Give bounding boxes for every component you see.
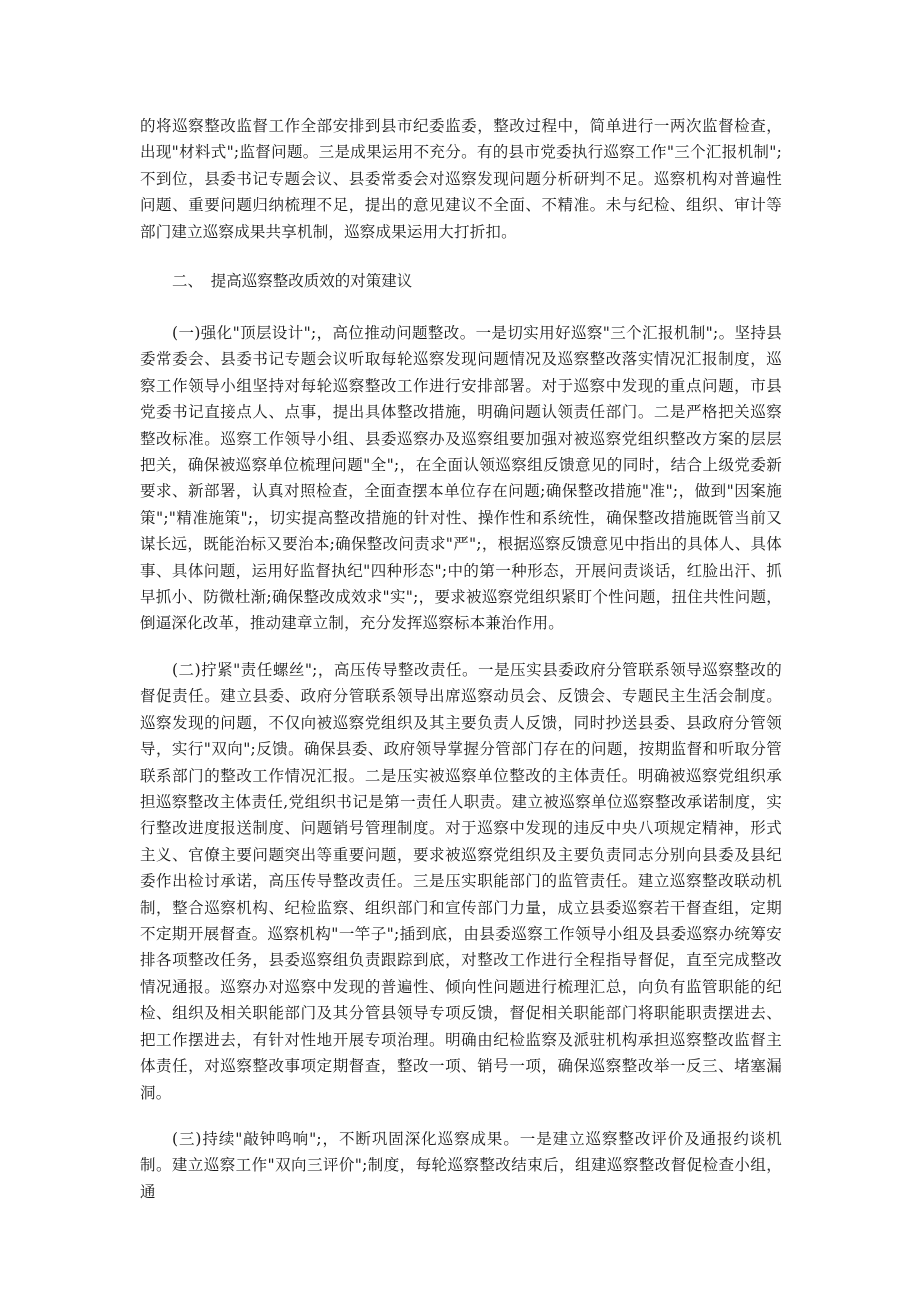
section-heading: 二、 提高巡察整改质效的对策建议	[172, 272, 413, 290]
paragraph-2: (二)拧紧"责任螺丝";，高压传导整改责任。一是压实县委政府分管联系领导巡察整改的督促责任。建立县委、政府分管联系领导出席巡察动员会、反馈会、专题民主生活会制度。巡察发现的问题，不仅向被巡察党组织及其主要负责人反馈，同时抄送县委、县政府分管领导，实行"双向";反馈。确保县委、政府领导掌握分管部门存在的问题，按期监督和听取分管联系部门的整改工作情况汇报。二是压实被巡察单位整改的主体责任。明确被巡察党组织承担巡察整改主体责任,党组织书记是第一责任人职责。建立被巡察单位巡察整改承诺制度，实行整改进度报送制度、问题销号管理制度。对于巡察中发现的违反中央八项规定精神，形式主义、官僚主要问题突出等重要问题，要求被巡察党组织及主要负责同志分别向县委及县纪委作出检讨承诺，高压传导整改责任。三是压实职能部门的监管责任。建立巡察整改联动机制，整合巡察机构、纪检监察、组织部门和宣传部门力量，成立县委巡察若干督查组，定期不定期开展督查。巡察机构"一竿子";插到底，由县委巡察工作领导小组及县委巡察办统筹安排各项整改任务，县委巡察组负责跟踪到底，对整改工作进行全程指导督促，直至完成整改情况通报。巡察办对巡察中发现的普遍性、倾向性问题进行梳理汇总，向负有监管职能的纪检、组织及相关职能部门及其分管县领导专项反馈，督促相关职能部门将职能职责摆进去、把工作摆进去，有针对性地开展专项治理。明确由纪检监察及派驻机构承担巡察整改监督主体责任，对巡察整改事项定期督查，整改一项、销号一项，确保巡察整改举一反三、堵塞漏洞。	[140, 661, 782, 1102]
paragraph-continuation: 的将巡察整改监督工作全部安排到县市纪委监委，整改过程中，简单进行一两次监督检查，出现"材料式";监督问题。三是成果运用不充分。有的县市党委执行巡察工作"三个汇报机制";不到位，县委书记专题会议、县委常委会对巡察发现问题分析研判不足。巡察机构对普遍性问题、重要问题归纳梳理不足，提出的意见建议不全面、不精准。未与纪检、组织、审计等部门建立巡察成果共享机制，巡察成果运用大打折扣。	[140, 117, 782, 241]
paragraph-1: (一)强化"顶层设计";，高位推动问题整改。一是切实用好巡察"三个汇报机制";。坚持县委常委会、县委书记专题会议听取每轮巡察发现问题情况及巡察整改落实情况汇报制度，巡察工作领导小组坚持对每轮巡察整改工作进行安排部署。对于巡察中发现的重点问题，市县党委书记直接点人、点事，提出具体整改措施，明确问题认领责任部门。二是严格把关巡察整改标准。巡察工作领导小组、县委巡察办及巡察组要加强对被巡察党组织整改方案的层层把关，确保被巡察单位梳理问题"全";，在全面认领巡察组反馈意见的同时，结合上级党委新要求、新部署，认真对照检查，全面查摆本单位存在问题;确保整改措施"准";，做到"因案施策";"精准施策";，切实提高整改措施的针对性、操作性和系统性，确保整改措施既管当前又谋长远，既能治标又要治本;确保整改问责求"严";，根据巡察反馈意见中指出的具体人、具体事、具体问题，运用好监督执纪"四种形态";中的第一种形态，开展问责谈话，红脸出汗、抓早抓小、防微杜渐;确保整改成效求"实";，要求被巡察党组织紧盯个性问题，扭住共性问题，倒逼深化改革，推动建章立制，充分发挥巡察标本兼治作用。	[140, 324, 782, 633]
paragraph-3: (三)持续"敲钟鸣响";，不断巩固深化巡察成果。一是建立巡察整改评价及通报约谈机制。建立巡察工作"双向三评价";制度，每轮巡察整改结束后，组建巡察整改督促检查小组，通	[140, 1130, 782, 1201]
